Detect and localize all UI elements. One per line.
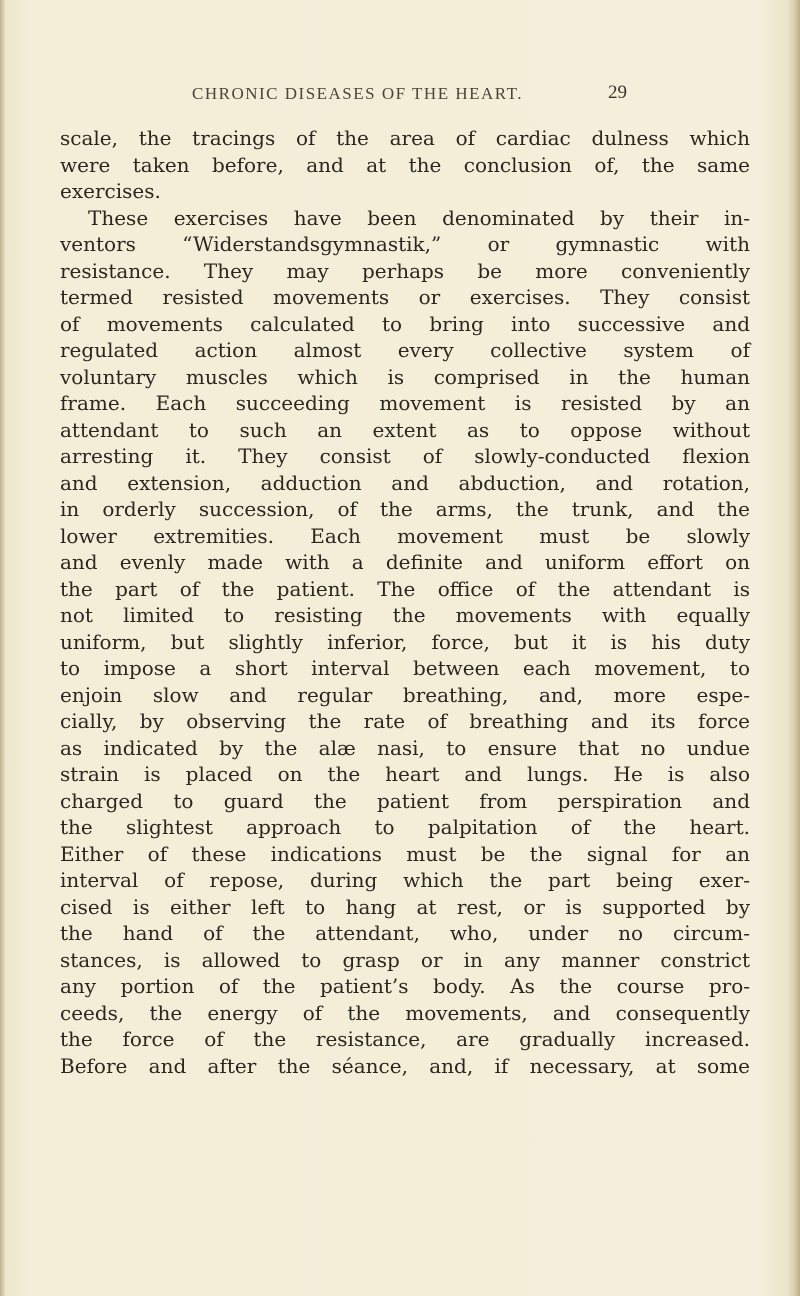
text-line: and evenly made with a definite and uniform effort on — [60, 550, 750, 574]
body-text — [60, 125, 750, 1079]
text-line: termed resisted movements or exercises. They consist — [60, 285, 750, 309]
text-line: Either of these indications must be the signal for an — [60, 841, 750, 866]
text-line: to impose a short interval between each movement, to — [60, 656, 750, 680]
text-line: cially, by observing the rate of breathing and its force — [60, 709, 750, 733]
text-line: in orderly succession, of the arms, the trunk, and the — [60, 497, 750, 521]
text-line: exercises. — [60, 179, 161, 203]
running-title: CHRONIC DISEASES OF THE HEART. — [192, 84, 523, 103]
text-line: the part of the patient. The office of the attendant is — [60, 576, 750, 601]
text-line: lower extremities. Each movement must be slowly — [60, 523, 750, 548]
text-line: stances, is allowed to grasp or in any manner constrict — [60, 947, 750, 972]
text-line: voluntary muscles which is comprised in the human — [60, 364, 750, 389]
text-line: any portion of the patient’s body. As the course pro- — [60, 974, 750, 998]
text-line: the force of the resistance, are gradually increased. — [60, 1027, 750, 1051]
text-line: resistance. They may perhaps be more conveniently — [60, 258, 750, 283]
text-line: not limited to resisting the movements with equally — [60, 603, 750, 627]
text-line: of movements calculated to bring into successive and — [60, 311, 750, 336]
text-line: were taken before, and at the conclusion of, the same — [60, 152, 750, 177]
text-line: regulated action almost every collective system of — [60, 338, 750, 362]
text-line: These exercises have been denominated by their in- — [88, 205, 750, 230]
page-number: 29 — [608, 82, 627, 103]
text-line: enjoin slow and regular breathing, and, more espe- — [60, 682, 750, 707]
text-line: attendant to such an extent as to oppose without — [60, 417, 750, 442]
text-line: Before and after the séance, and, if necessary, at some — [60, 1053, 750, 1078]
page-gutter-shadow — [0, 0, 5, 1296]
running-head — [60, 80, 760, 114]
text-line: ceeds, the energy of the movements, and consequently — [60, 1000, 750, 1025]
text-line: cised is either left to hang at rest, or is supported by — [60, 894, 750, 919]
text-line: interval of repose, during which the part being exer- — [60, 868, 750, 892]
text-line: scale, the tracings of the area of cardiac dulness which — [60, 126, 750, 150]
text-line: arresting it. They consist of slowly-conducted flexion — [60, 444, 750, 468]
text-line: as indicated by the alæ nasi, to ensure that no undue — [60, 735, 750, 760]
text-line: uniform, but slightly inferior, force, but it is his duty — [60, 629, 750, 654]
text-line: the slightest approach to palpitation of the heart. — [60, 815, 750, 839]
text-line: strain is placed on the heart and lungs. He is also — [60, 762, 750, 786]
text-line: and extension, adduction and abduction, and rotation, — [60, 470, 750, 495]
text-line: ventors “Widerstandsgymnastik,” or gymnastic with — [60, 232, 750, 256]
text-line: frame. Each succeeding movement is resisted by an — [60, 391, 750, 415]
text-line: the hand of the attendant, who, under no circum- — [60, 921, 750, 945]
text-line: charged to guard the patient from perspiration and — [60, 788, 750, 813]
page-edge-shadow — [786, 0, 800, 1296]
